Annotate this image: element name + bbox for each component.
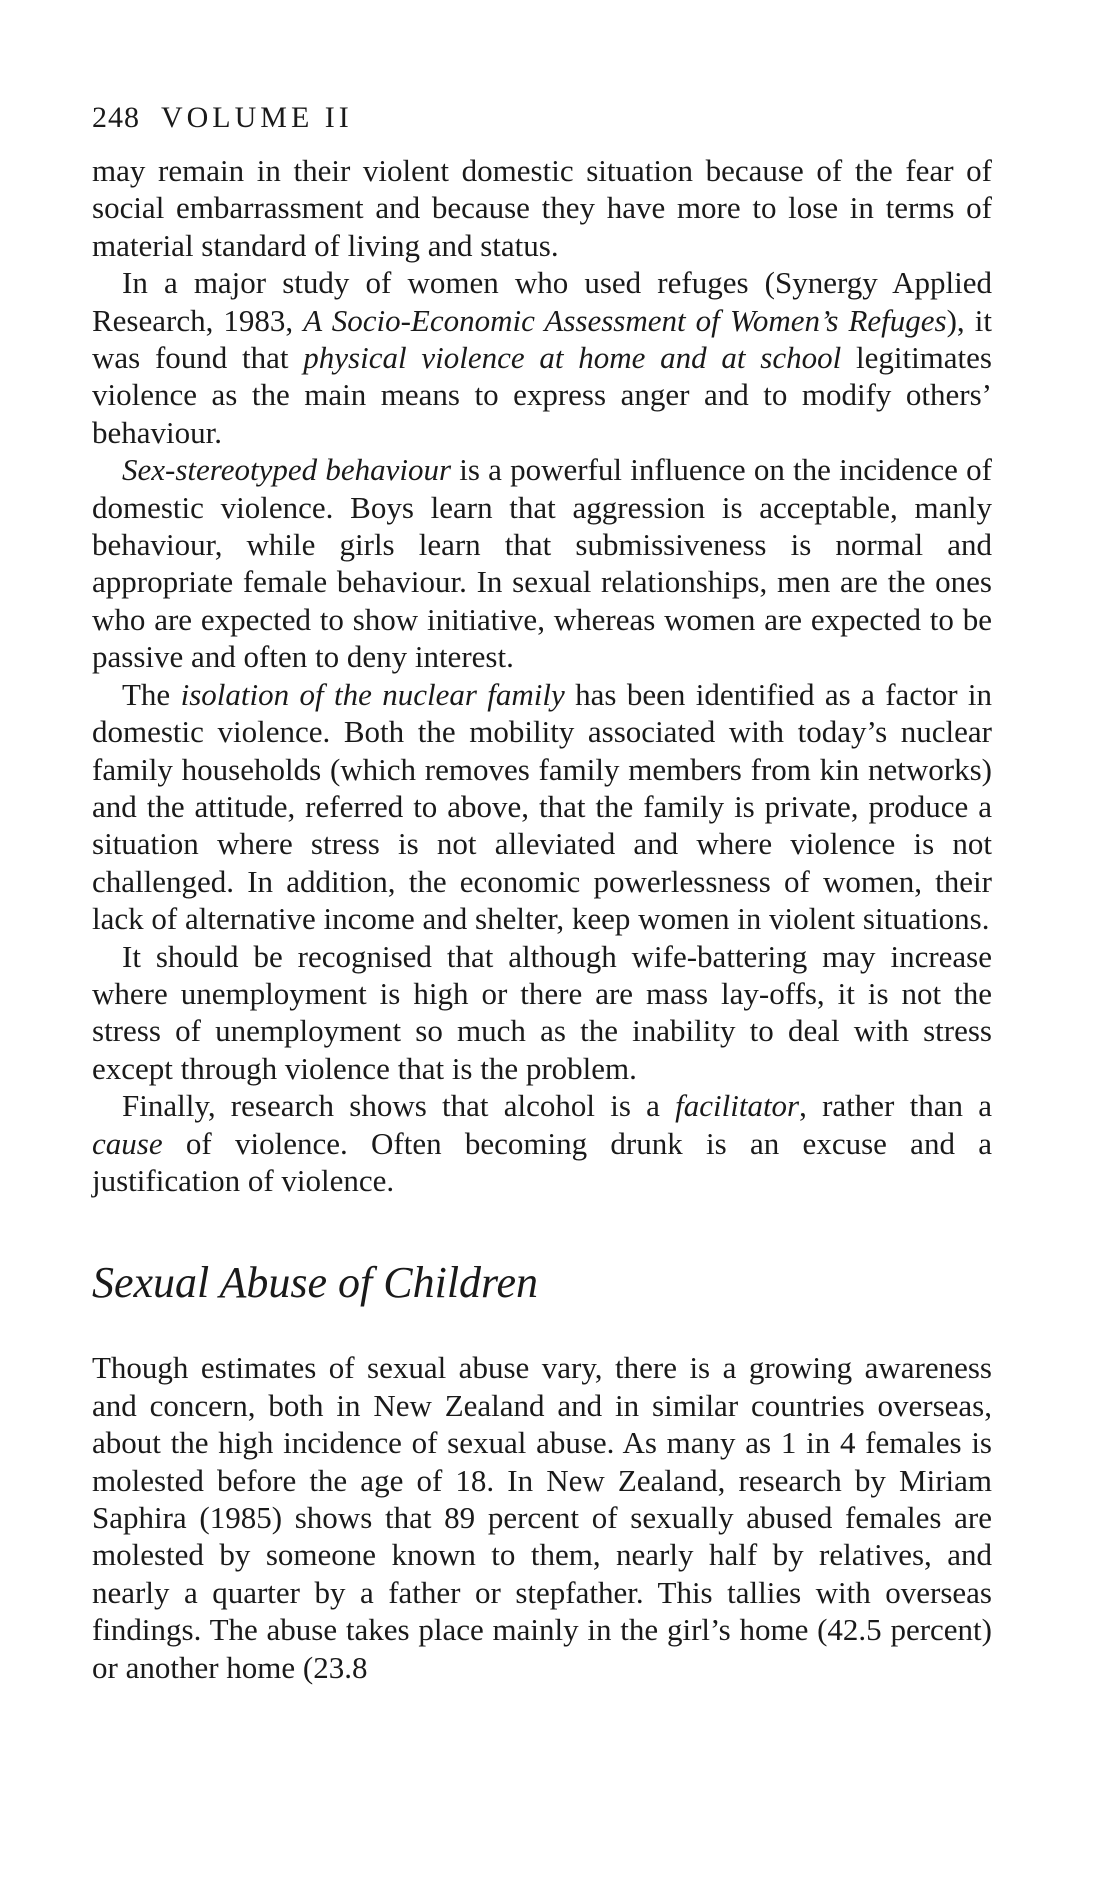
text-run: has been identified as a factor in domestic violence. Both the mobility associated with today’s nuclear family households (which removes family members from kin networks) and the attitude, referred to above, that the family is private, produce a situation where stress is not alleviated and where violence is not challenged. In addition, the economic powerlessness of women, their lack of alternative income and shelter, keep women in violent situations. (92, 676, 992, 937)
paragraph (92, 264, 992, 451)
italic-text: isolation of the nuclear family (180, 676, 565, 712)
text-run: Finally, research shows that alcohol is a (122, 1088, 676, 1124)
section-heading: Sexual Abuse of Children (92, 1258, 539, 1308)
text-run: ), it was found that (92, 302, 992, 376)
italic-text: Sex-stereotyped behaviour (122, 452, 452, 488)
text-run: , rather than a (799, 1088, 992, 1124)
paragraph (92, 676, 992, 938)
paragraph (92, 938, 992, 1088)
text-run: of violence. Often becoming drunk is an excuse and a justification of violence. (92, 1125, 992, 1198)
italic-text: facilitator (675, 1088, 800, 1124)
volume-label: VOLUME II (160, 101, 353, 134)
page-number: 248 (92, 101, 140, 134)
paragraph (92, 1087, 992, 1199)
paragraph (92, 451, 992, 675)
book-page (92, 98, 992, 1686)
text-run: Though estimates of sexual abuse vary, there is a growing awareness and concern, both in New Zealand and in similar countries overseas, about the high incidence of sexual abuse. As many as 1 in 4 females is molested before the age of 18. In New Zealand, research by Miriam Saphira (1985) shows that 89 percent of sexually abused females are molested by someone known to them, nearly half by relatives, and nearly a quarter by a father or stepfather. This tallies with overseas findings. The abuse takes place mainly in the girl’s home (42.5 percent) or another home (23.8 (92, 1350, 992, 1685)
paragraph (92, 152, 992, 264)
italic-text: cause (92, 1125, 163, 1161)
running-head (92, 98, 992, 138)
italic-text: A Socio-Economic Assessment of Women’s Refuges (303, 302, 947, 338)
text-run: legitimates violence as the main means to express anger and to modify others’ behaviour. (92, 340, 992, 450)
text-run: It should be recognised that although wife-battering may increase where unemployment is high or there are mass lay-offs, it is not the stress of unemployment so much as the inability to deal with stress except through violence that is the problem. (92, 938, 992, 1086)
italic-text: physical violence at home and at school (303, 340, 842, 376)
text-run: may remain in their violent domestic situation because of the fear of social embarrassment and because they have more to lose in terms of material standard of living and status. (92, 153, 992, 263)
paragraph (92, 1349, 992, 1686)
text-run: is a powerful influence on the incidence of domestic violence. Boys learn that aggression is acceptable, manly behaviour, while girls learn that submissiveness is normal and appropriate female behaviour. In sexual relationships, men are the ones who are expected to show initiative, whereas women are expected to be passive and often to deny interest. (92, 452, 992, 675)
text-run: The (122, 676, 181, 712)
text-run: In a major study of women who used refuges (Synergy Applied Research, 1983, (92, 265, 992, 338)
